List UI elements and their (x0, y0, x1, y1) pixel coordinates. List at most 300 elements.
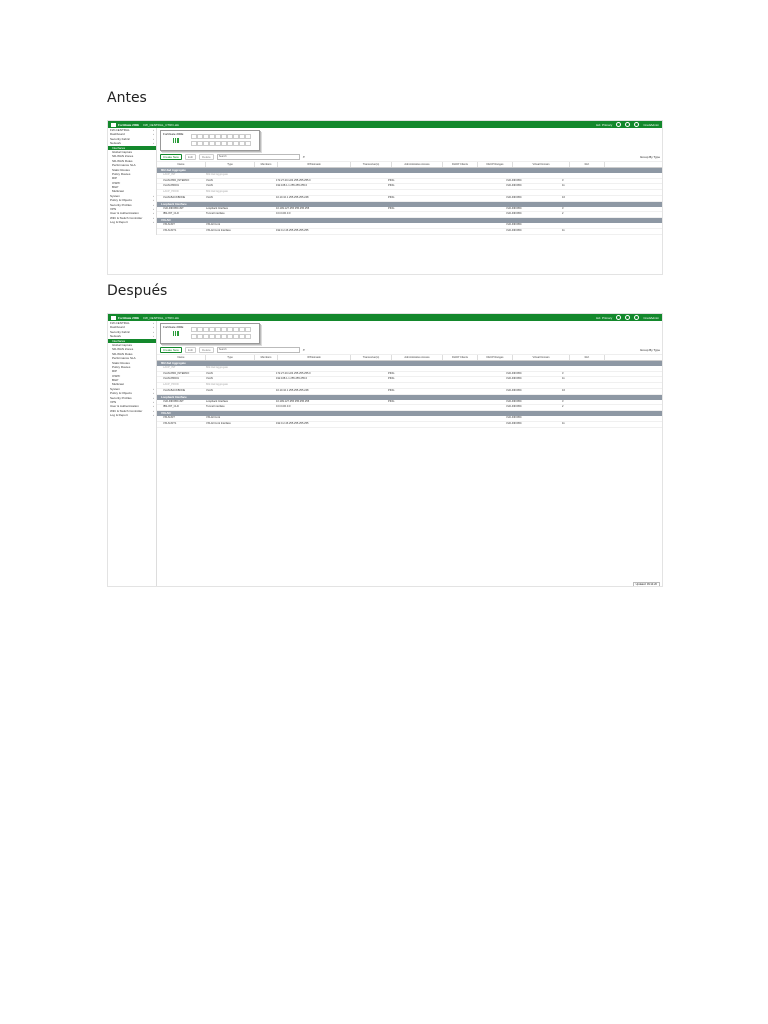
ref-count: 16 (562, 388, 565, 392)
column-header[interactable]: Transceiver(s) (351, 162, 392, 167)
column-header[interactable]: Virtual Domain (513, 162, 570, 167)
virtual-domain: VLD-INFOBC (506, 388, 522, 392)
column-header[interactable]: Name (157, 162, 206, 167)
device-name: FortiGate 200E (163, 132, 184, 136)
dhcp-ranges-cell (471, 184, 505, 189)
sidebar-item[interactable]: Dashboard › (110, 132, 154, 137)
ip-netmask (275, 366, 347, 371)
sidebar-item[interactable]: Interfaces (108, 339, 156, 343)
ref-count: 3 (562, 371, 564, 375)
members-cell (253, 422, 275, 427)
admin-access (387, 366, 437, 371)
sidebar-item[interactable]: Policy Routes (112, 171, 131, 176)
interface-name: IBS-INT_CLD (163, 212, 179, 216)
admin-access: PING (388, 184, 395, 188)
sidebar-item[interactable]: User & Authentication › (110, 211, 154, 216)
dhcp-ranges-cell (471, 173, 505, 178)
interface-name: VLAN-BACKBONE (163, 195, 186, 199)
sidebar-item[interactable]: System › (110, 193, 154, 198)
delete-button[interactable]: Delete (199, 154, 214, 160)
dhcp-clients-cell (437, 179, 471, 184)
admin-access: PING (388, 206, 395, 210)
column-header[interactable]: Ref. (570, 355, 605, 360)
sidebar-item[interactable]: VPN › (110, 400, 154, 405)
transceiver-cell (347, 366, 387, 371)
dhcp-ranges-cell (471, 377, 505, 382)
admin-access: PING (388, 371, 395, 375)
column-header[interactable]: Type (206, 162, 255, 167)
heading-after: Después (107, 283, 168, 299)
interface-name: VLAN-PRD_INTERNO (163, 178, 190, 182)
edit-button[interactable]: Edit (185, 154, 196, 160)
interface-type: 802.3ad Aggregate (206, 190, 228, 194)
ref-count: 3 (562, 206, 564, 210)
sidebar-item[interactable]: User & Authentication › (110, 404, 154, 409)
ip-netmask (275, 190, 347, 195)
interface-name: LACP_INT (163, 172, 176, 176)
interface-name: VLAN-BACKBONE (163, 388, 186, 392)
interface-table (157, 168, 662, 235)
chevron-right-icon: › (153, 334, 154, 339)
interface-type: Tunnel Interface (206, 405, 225, 409)
ref-count (561, 173, 595, 178)
notification-icon[interactable] (634, 315, 639, 320)
sidebar-item[interactable]: Security Profiles › (110, 202, 154, 207)
interface-type: VXLAN Link (206, 415, 220, 419)
dhcp-clients-cell (437, 400, 471, 405)
dhcp-clients-cell (437, 190, 471, 195)
sidebar-item[interactable]: OSPF (112, 180, 121, 185)
top-bar (108, 314, 662, 321)
dhcp-clients-cell (437, 405, 471, 410)
sidebar-item[interactable]: Static Routes (112, 360, 130, 365)
virtual-domain (505, 173, 561, 178)
ref-count: 2 (562, 405, 564, 409)
main-content (157, 128, 662, 235)
chevron-right-icon: › (153, 329, 154, 334)
user-menu[interactable]: CrediAdmin (643, 315, 659, 320)
port-icon[interactable] (245, 334, 251, 339)
interface-name: VLD-INFOBC-INT (163, 206, 184, 210)
ip-netmask: 10.199.127.255 255.255.255 (276, 399, 310, 403)
sidebar-item[interactable]: Global Capture (112, 149, 133, 154)
chevron-right-icon: › (153, 404, 154, 409)
cli-icon[interactable] (616, 122, 621, 127)
admin-access (387, 173, 437, 178)
toolbar (160, 154, 662, 159)
column-header[interactable]: DHCP Ranges (478, 355, 513, 360)
transceiver-cell (347, 416, 387, 421)
create-new-button[interactable]: Create New (160, 154, 182, 160)
help-icon[interactable] (625, 122, 630, 127)
interface-type: VLAN (206, 388, 213, 392)
dhcp-clients-cell (437, 173, 471, 178)
transceiver-cell (347, 400, 387, 405)
ref-count: 3 (562, 399, 564, 403)
interface-type: VLAN (206, 178, 213, 182)
dhcp-ranges-cell (471, 223, 505, 228)
members-cell (253, 416, 275, 421)
sidebar-item[interactable]: Network › (110, 334, 154, 339)
transceiver-cell (347, 190, 387, 195)
dhcp-clients-cell (437, 184, 471, 189)
dhcp-ranges-cell (471, 400, 505, 405)
chevron-right-icon: › (153, 391, 154, 396)
dhcp-ranges-cell (471, 422, 505, 427)
ip-netmask (275, 223, 347, 228)
ref-count (561, 366, 595, 371)
fortinet-logo-icon (111, 316, 116, 320)
sidebar-item[interactable]: Security Fabric › (110, 136, 154, 141)
chevron-right-icon: › (153, 325, 154, 330)
screenshot-after (107, 313, 663, 587)
sidebar-item[interactable]: Log & Report › (110, 220, 154, 225)
screenshot-before (107, 120, 663, 275)
members-cell (253, 223, 275, 228)
admin-access (387, 223, 437, 228)
group-header[interactable]: Loopback Interface (157, 395, 662, 400)
sidebar-item[interactable]: OSPF (112, 373, 121, 378)
interface-type: VLAN (206, 184, 213, 188)
chevron-right-icon: › (153, 193, 154, 198)
column-header[interactable]: IP/Netmask (278, 162, 351, 167)
transceiver-cell (347, 212, 387, 217)
admin-access (387, 212, 437, 217)
admin-access: PING (388, 388, 395, 392)
sidebar-item[interactable]: BGP (112, 185, 119, 190)
column-header[interactable]: Ref. (570, 162, 605, 167)
transceiver-cell (347, 383, 387, 388)
ip-netmask: 10.10.10.1 255.255.255.248 (276, 388, 309, 392)
transceiver-cell (347, 405, 387, 410)
interface-type: VLAN (206, 195, 213, 199)
sidebar (108, 321, 157, 586)
ref-count: 11 (562, 228, 565, 232)
port-icon[interactable] (245, 327, 251, 332)
column-header[interactable]: Type (206, 355, 255, 360)
sidebar-item[interactable]: Global Capture (112, 342, 133, 347)
members-cell (253, 190, 275, 195)
ip-netmask: 10.10.10.1 255.255.255.248 (276, 195, 309, 199)
search-icon[interactable]: ⌕ (302, 153, 305, 159)
interface-name: LACP_PROD (163, 383, 179, 387)
chevron-right-icon: › (153, 136, 154, 141)
column-header[interactable]: Transceiver(s) (351, 355, 392, 360)
dhcp-ranges-cell (471, 372, 505, 377)
interface-type: VLAN (206, 371, 213, 375)
help-icon[interactable] (625, 315, 630, 320)
dhcp-clients-cell (437, 416, 471, 421)
sidebar-item[interactable]: Policy Routes (112, 364, 131, 369)
chevron-right-icon: › (153, 386, 154, 391)
dhcp-clients-cell (437, 207, 471, 212)
interface-name: VLAN-PRD01 (163, 184, 180, 188)
sidebar-item[interactable]: Multicast (112, 382, 124, 387)
sidebar-item[interactable]: System › (110, 386, 154, 391)
admin-access (387, 416, 437, 421)
ref-count: 16 (562, 195, 565, 199)
device-faceplate (160, 130, 260, 151)
sidebar-item[interactable]: Multicast (112, 189, 124, 194)
updated-timestamp: Updated: 09:14:20 (633, 582, 660, 587)
ip-netmask (275, 416, 347, 421)
interface-type: Tunnel Interface (206, 212, 225, 216)
dhcp-clients-cell (437, 422, 471, 427)
sidebar-item[interactable]: SD-WAN Rules (112, 351, 133, 356)
port-grid (191, 134, 251, 146)
product-name: FortiGate 200E (118, 122, 140, 127)
sidebar-item[interactable]: SD-WAN Zones (112, 154, 134, 159)
members-cell (253, 173, 275, 178)
virtual-domain (505, 366, 561, 371)
members-cell (253, 196, 275, 201)
device-faceplate (160, 323, 260, 344)
members-cell (253, 400, 275, 405)
chevron-right-icon: › (153, 413, 154, 418)
sidebar-item[interactable]: FW-CENTRAL › (110, 321, 154, 325)
virtual-domain: VLD-INFOBC (506, 228, 522, 232)
transceiver-cell (347, 422, 387, 427)
interface-type: Loopback Interface (206, 399, 229, 403)
hostname: FW_CENTRAL_CTRO-HA (143, 122, 179, 127)
sidebar-item[interactable]: VPN › (110, 207, 154, 212)
interface-name: VLAN-PRD01 (163, 377, 180, 381)
ref-count (561, 190, 595, 195)
sidebar-item[interactable]: SD-WAN Zones (112, 347, 134, 352)
virtual-domain: VLD-INFOBC (506, 421, 522, 425)
search-icon[interactable]: ⌕ (302, 346, 305, 352)
dhcp-ranges-cell (471, 366, 505, 371)
members-cell (253, 366, 275, 371)
sidebar-item[interactable]: RIP (112, 176, 118, 181)
dhcp-clients-cell (437, 212, 471, 217)
members-cell (253, 389, 275, 394)
search-input[interactable]: Search (217, 154, 300, 160)
chevron-right-icon: › (153, 207, 154, 212)
dhcp-ranges-cell (471, 389, 505, 394)
interface-type: 802.3ad Aggregate (206, 383, 228, 387)
main-content (157, 321, 662, 586)
device-name: FortiGate 200E (163, 325, 184, 329)
sidebar-item[interactable]: Network › (110, 141, 154, 146)
column-header[interactable]: Name (157, 355, 206, 360)
dhcp-ranges-cell (471, 383, 505, 388)
table-header (157, 354, 662, 361)
heading-before: Antes (107, 90, 147, 106)
hostname: FW_CENTRAL_CTRO-HA (143, 315, 179, 320)
chevron-right-icon: › (153, 220, 154, 225)
dhcp-clients-cell (437, 372, 471, 377)
table-row[interactable] (157, 422, 662, 428)
dhcp-ranges-cell (471, 405, 505, 410)
virtual-domain: VLD-INFOBC (506, 206, 522, 210)
ref-count (561, 223, 595, 228)
interface-type: 802.3ad Aggregate (206, 365, 228, 369)
interface-type: VXLAN Link Interface (206, 421, 231, 425)
members-cell (253, 377, 275, 382)
ip-netmask: 192.168.1.1 255.255.255.0 (276, 377, 308, 381)
members-cell (253, 229, 275, 234)
ip-netmask (275, 173, 347, 178)
dhcp-clients-cell (437, 383, 471, 388)
virtual-domain: VLD-INFOBC (506, 184, 522, 188)
sidebar-item[interactable]: WiFi & Switch Controller › (110, 215, 154, 220)
column-header[interactable]: Virtual Domain (513, 355, 570, 360)
transceiver-cell (347, 229, 387, 234)
column-header[interactable]: DHCP Ranges (478, 162, 513, 167)
chevron-right-icon: › (153, 132, 154, 137)
dhcp-clients-cell (437, 389, 471, 394)
port-icon[interactable] (245, 141, 251, 146)
table-header (157, 161, 662, 168)
sidebar-item[interactable]: RIP (112, 369, 118, 374)
interface-type: VLAN (206, 377, 213, 381)
transceiver-cell (347, 377, 387, 382)
top-bar (108, 121, 662, 128)
sidebar-item[interactable]: Static Routes (112, 167, 130, 172)
sidebar-item[interactable]: FW-CENTRAL › (110, 128, 154, 132)
interface-table (157, 361, 662, 428)
virtual-domain: VLD-INFOBC (506, 415, 522, 419)
transceiver-cell (347, 179, 387, 184)
sidebar-item[interactable]: Log & Report › (110, 413, 154, 418)
interface-name: LACP_INT (163, 365, 176, 369)
dhcp-ranges-cell (471, 196, 505, 201)
column-header[interactable]: Administrative Access (392, 355, 443, 360)
transceiver-cell (347, 207, 387, 212)
edit-button[interactable]: Edit (185, 347, 196, 353)
dhcp-clients-cell (437, 223, 471, 228)
admin-access (387, 422, 437, 427)
column-header[interactable]: IP/Netmask (278, 355, 351, 360)
transceiver-cell (347, 372, 387, 377)
admin-access (387, 405, 437, 410)
virtual-domain: VLD-INFOBC (506, 371, 522, 375)
ref-count (561, 416, 595, 421)
admin-access: PING (388, 377, 395, 381)
members-cell (253, 405, 275, 410)
ha-status[interactable]: HA: Primary (596, 122, 613, 127)
chevron-right-icon: › (153, 128, 154, 132)
ha-status[interactable]: HA: Primary (596, 315, 613, 320)
admin-access (387, 229, 437, 234)
column-header[interactable]: DHCP Clients (443, 355, 478, 360)
group-header[interactable]: VXLAN (157, 218, 662, 223)
status-leds (173, 138, 179, 143)
admin-access (387, 190, 437, 195)
dhcp-ranges-cell (471, 229, 505, 234)
ip-netmask: 0.0.0.0/0.0.0 (276, 212, 291, 216)
members-cell (253, 207, 275, 212)
column-header[interactable]: Members (255, 162, 278, 167)
ip-netmask: 172.27.20.1/24 255.255.255.0 (276, 178, 311, 182)
members-cell (253, 184, 275, 189)
sidebar (108, 128, 157, 235)
product-name: FortiGate 200E (118, 315, 140, 320)
chevron-right-icon: › (153, 141, 154, 146)
table-row[interactable] (157, 229, 662, 235)
virtual-domain (505, 190, 561, 195)
column-header[interactable]: DHCP Clients (443, 162, 478, 167)
group-header[interactable]: VXLAN (157, 411, 662, 416)
ip-netmask: 192.0.2.46 255.255.255.255 (276, 421, 309, 425)
delete-button[interactable]: Delete (199, 347, 214, 353)
members-cell (253, 372, 275, 377)
members-cell (253, 383, 275, 388)
chevron-right-icon: › (153, 198, 154, 203)
interface-type: VXLAN Link (206, 222, 220, 226)
sidebar-item[interactable]: Interfaces (108, 146, 156, 150)
chevron-right-icon: › (153, 400, 154, 405)
interface-type: Loopback Interface (206, 206, 229, 210)
create-new-button[interactable]: Create New (160, 347, 182, 353)
transceiver-cell (347, 389, 387, 394)
column-header[interactable]: Members (255, 355, 278, 360)
ip-netmask: 0.0.0.0/0.0.0 (276, 405, 291, 409)
chevron-right-icon: › (153, 202, 154, 207)
dhcp-ranges-cell (471, 179, 505, 184)
interface-name: VLAN-PRD_INTERNO (163, 371, 190, 375)
group-header[interactable]: 802.3ad Aggregate (157, 361, 662, 366)
ip-netmask: 192.0.2.46 255.255.255.255 (276, 228, 309, 232)
user-menu[interactable]: CrediAdmin (643, 122, 659, 127)
port-icon[interactable] (245, 134, 251, 139)
group-by-button[interactable]: Group By Type (640, 154, 660, 159)
toolbar (160, 347, 662, 352)
group-header[interactable]: 802.3ad Aggregate (157, 168, 662, 173)
ip-netmask: 192.168.1.1 255.255.255.0 (276, 184, 308, 188)
sidebar-item[interactable]: Security Fabric › (110, 329, 154, 334)
sidebar-item[interactable]: Dashboard › (110, 325, 154, 330)
dhcp-ranges-cell (471, 212, 505, 217)
virtual-domain: VLD-INFOBC (506, 399, 522, 403)
ref-count: 11 (562, 377, 565, 381)
sidebar-item[interactable]: Policy & Objects › (110, 391, 154, 396)
members-cell (253, 179, 275, 184)
chevron-right-icon: › (153, 211, 154, 216)
interface-name: LACP_PROD (163, 190, 179, 194)
interface-name: IBS-INT_CLD (163, 405, 179, 409)
interface-name: VXLN-INT1 (163, 228, 177, 232)
search-input[interactable]: Search (217, 347, 300, 353)
sidebar-item[interactable]: SD-WAN Rules (112, 158, 133, 163)
notification-icon[interactable] (634, 122, 639, 127)
column-header[interactable]: Administrative Access (392, 162, 443, 167)
chevron-right-icon: › (153, 408, 154, 413)
sidebar-item[interactable]: Performance SLA (112, 356, 136, 361)
sidebar-item[interactable]: Security Profiles › (110, 395, 154, 400)
sidebar-item[interactable]: BGP (112, 378, 119, 383)
interface-name: VXLN-INT (163, 222, 175, 226)
transceiver-cell (347, 196, 387, 201)
dhcp-clients-cell (437, 366, 471, 371)
status-leds (173, 331, 179, 336)
virtual-domain: VLD-INFOBC (506, 195, 522, 199)
cli-icon[interactable] (616, 315, 621, 320)
sidebar-item[interactable]: Policy & Objects › (110, 198, 154, 203)
sidebar-item[interactable]: Performance SLA (112, 163, 136, 168)
group-by-button[interactable]: Group By Type (640, 347, 660, 352)
dhcp-clients-cell (437, 196, 471, 201)
virtual-domain: VLD-INFOBC (506, 178, 522, 182)
sidebar-item[interactable]: WiFi & Switch Controller › (110, 408, 154, 413)
transceiver-cell (347, 223, 387, 228)
ip-netmask (275, 383, 347, 388)
transceiver-cell (347, 184, 387, 189)
group-header[interactable]: Loopback Interface (157, 202, 662, 207)
ip-netmask: 10.199.127.255 255.255.255 (276, 206, 310, 210)
admin-access: PING (388, 178, 395, 182)
